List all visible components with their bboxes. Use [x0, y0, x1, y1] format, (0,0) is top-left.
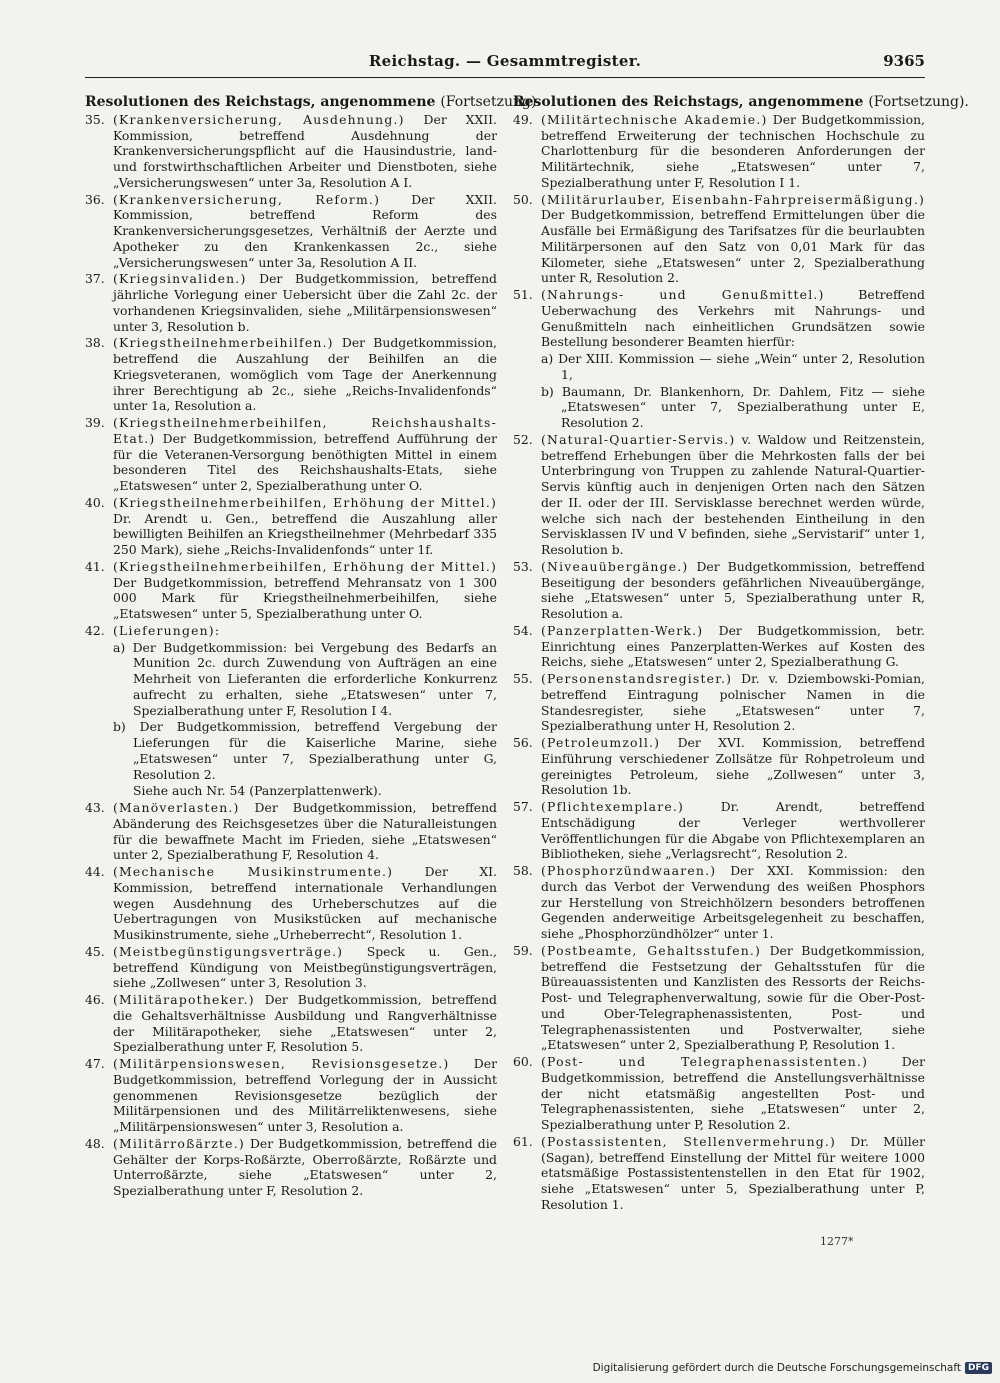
entry-text: Der XVI. Kommission, betreffend Einführung verschiedener Zollsätze für Rohpetroleum und gereinigtes Petroleum, siehe „Zollwesen“ unter 3, Resolution 1b.	[541, 735, 925, 798]
entry-text: Der Budgetkommission, betreffend die Festsetzung der Gehaltsstufen für die Büreauassistenten und Kanzlisten des Ressorts der Reichs-Post- und Telegraphenverwaltung, sowie für die Ober-Post- und Ober-Telegraphenassistenten, Post- und Telegraphenassistenten und Postverwalter, siehe „Etatswesen“ unter 2, Spezialberathung P, Resolution 1.	[541, 942, 925, 1053]
entry-term: (Postbeamte, Gehaltsstufen.)	[541, 942, 762, 958]
entry-number: 35.	[85, 111, 105, 127]
entry-text: Der XI. Kommission, betreffend internationale Verhandlungen wegen Ausdehnung des Urheberschutzes auf die Uebertragungen von Musikstücken auf mechanische Musikinstrumente, siehe „Urheberrecht“, Resolution 1.	[113, 864, 497, 942]
heading-text: Resolutionen des Reichstags, angenommene	[513, 94, 864, 110]
entry-text: Der Budgetkommission, betreffend Mehransatz von 1 300 000 Mark für Kriegstheilnehmerbeihilfen, siehe „Etatswesen“ unter 5, Spezialberathung unter O.	[113, 574, 497, 621]
entry-text: Der Budgetkommission, betreffend die Auszahlung der Beihilfen an die Kriegsveteranen, womöglich vom Tage der Anerkennung ihrer Berechtigung ab 2c., siehe „Reichs-Invalidenfonds“ unter 1a, Resolution a.	[113, 335, 497, 414]
entry-number: 54.	[513, 622, 533, 638]
entry-number: 53.	[513, 558, 533, 574]
entry-term: (Militärroßärzte.)	[113, 1135, 245, 1151]
index-entry	[513, 863, 925, 942]
entry-text: Der Budgetkommission, betreffend Vorlegung der in Aussicht genommenen Revisionsgesetze bezüglich der Militärpensionen und des Militärreliktenwesens, siehe „Militärpensionswesen“ unter 3, Resolution a.	[113, 1056, 497, 1134]
index-entry	[513, 112, 925, 191]
sub-letter: a)	[113, 639, 126, 655]
entry-term: (Militärapotheker.)	[113, 992, 255, 1007]
entry-term: (Kriegstheilnehmerbeihilfen.)	[113, 335, 334, 351]
sub-entry	[85, 640, 497, 719]
index-entry	[513, 943, 925, 1053]
entry-number: 49.	[513, 111, 533, 127]
entry-term: (Kriegstheilnehmerbeihilfen, Erhöhung der Mittel.)	[113, 494, 497, 510]
sub-letter: a)	[541, 351, 554, 366]
entry-text: Der Budgetkommission, betreffend Aufführung der für die Veteranen-Versorgung benöthigten Mittel in einem besonderen Titel des Reichshaushalts-Etats, siehe „Etatswesen“ unter 2, Spezialberathung unter O.	[113, 430, 497, 493]
entry-number: 40.	[85, 494, 105, 510]
index-entry	[85, 271, 497, 334]
column-heading	[85, 94, 541, 111]
index-entry	[513, 287, 925, 350]
entry-term: (Pflichtexemplare.)	[541, 799, 685, 814]
entry-term: (Kriegstheilnehmerbeihilfen, Reichshaushalts-Etat.)	[113, 415, 497, 446]
index-entry	[85, 495, 497, 558]
entry-term: (Kriegsinvaliden.)	[113, 271, 247, 287]
sub-entry	[513, 351, 925, 383]
column-heading	[513, 94, 969, 111]
sub-text: Der XIII. Kommission — siehe „Wein“ unter 2, Resolution 1,	[558, 351, 925, 382]
header-rule	[85, 77, 925, 78]
entry-term: (Personenstandsregister.)	[541, 671, 733, 686]
entry-term: (Militärurlauber, Eisenbahn-Fahrpreisermäßigung.)	[541, 191, 925, 207]
footer-text: Digitalisierung gefördert durch die Deutsche Forschungsgemeinschaft	[592, 1362, 961, 1374]
sub-text: Baumann, Dr. Blankenhorn, Dr. Dahlem, Fitz — siehe „Etatswesen“ unter 7, Spezialberathung unter E, Resolution 2.	[561, 383, 925, 430]
index-entry	[85, 864, 497, 943]
entry-term: (Postassistenten, Stellenvermehrung.)	[541, 1133, 837, 1149]
entry-term: (Militärpensionswesen, Revisionsgesetze.)	[113, 1056, 450, 1071]
entry-text: Der XXII. Kommission, betreffend Reform des Krankenversicherungsgesetzes, Verhältniß der Aerzte und Apotheker zu den Krankenkassen 2c., siehe „Versicherungswesen“ unter 3a, Resolution A II.	[113, 191, 497, 270]
page-header	[85, 52, 925, 76]
entry-term: (Kriegstheilnehmerbeihilfen, Erhöhung der Mittel.)	[113, 558, 497, 574]
entry-number: 55.	[513, 671, 533, 686]
see-also-note: Siehe auch Nr. 54 (Panzerplattenwerk).	[133, 783, 382, 799]
entry-text: Dr. v. Dziembowski-Pomian, betreffend Eintragung polnischer Namen in die Standesregister, siehe „Etatswesen“ unter 7, Spezialberathung unter H, Resolution 2.	[541, 671, 925, 734]
sub-text: Der Budgetkommission, betreffend Vergebung der Lieferungen für die Kaiserliche Marine, siehe „Etatswesen“ unter 7, Spezialberathung unter G, Resolution 2.	[133, 719, 497, 782]
entry-text: Der Budgetkommission, betreffend die Gehälter der Korps-Roßärzte, Oberroßärzte, Roßärzte und Unterroßärzte, siehe „Etatswesen“ unter 2, Spezialberathung unter F, Resolution 2.	[113, 1135, 497, 1198]
entry-text: Der XXII. Kommission, betreffend Ausdehnung der Krankenversicherungspflicht auf die Hausindustrie, land- und forstwirthschaftlichen Arbeiter und Dienstboten, siehe „Versicherungswesen“ unter 3a, Resolution A I.	[113, 111, 497, 190]
entry-text: Der Budgetkommission, betr. Einrichtung eines Panzerplatten-Werkes auf Kosten des Reichs, siehe „Etatswesen“ unter 2, Spezialberathung G.	[541, 622, 925, 670]
index-entry	[85, 559, 497, 622]
entry-text: Der Budgetkommission, betreffend jährliche Vorlegung einer Uebersicht über die Zahl 2c. der vorhandenen Kriegsinvaliden, siehe „Militärpensionswesen“ unter 3, Resolution b.	[113, 271, 497, 334]
entry-term: (Lieferungen):	[113, 622, 221, 638]
entry-text: Der XXI. Kommission: den durch das Verbot der Verwendung des weißen Phosphors zur Herstellung von Streichhölzern besonders betroffenen Gegenden anderweitige Arbeitsgelegenheit zu beschaffen, siehe „Phosphorzündhölzer“ unter 1.	[541, 863, 925, 941]
entry-text: Der Budgetkommission, betreffend Beseitigung der besonders gefährlichen Niveauübergänge, siehe „Etatswesen“ unter 5, Spezialberathung unter R, Resolution a.	[541, 558, 925, 621]
index-entry	[513, 623, 925, 670]
index-entry	[85, 623, 497, 639]
entry-number: 37.	[85, 271, 105, 287]
entry-number: 44.	[85, 864, 105, 879]
entry-number: 46.	[85, 992, 105, 1007]
entry-text: Dr. Müller (Sagan), betreffend Einstellung der Mittel für weitere 1000 etatsmäßige Postassistentenstellen in den Etat für 1902, siehe „Etatswesen“ unter 5, Spezialberathung unter P, Resolution 1.	[541, 1133, 925, 1212]
entry-text: Der Budgetkommission, betreffend Ermittelungen über die Ausfälle bei Ermäßigung des Tarifsatzes für die beurlaubten Militärpersonen auf den Satz von 0,01 Mark für das Kilometer, siehe „Etatswesen“ unter 2, Spezialberathung unter R, Resolution 2.	[541, 207, 925, 286]
index-entry	[85, 112, 497, 191]
right-column	[513, 94, 969, 1214]
index-entry	[85, 992, 497, 1055]
entry-term: (Militärtechnische Akademie.)	[541, 111, 768, 127]
entry-text: Speck u. Gen., betreffend Kündigung von Meistbegünstigungsverträgen, siehe „Zollwesen“ unter 3, Resolution 3.	[113, 943, 497, 991]
index-entry	[513, 1054, 925, 1133]
entry-number: 41.	[85, 558, 105, 574]
entry-number: 57.	[513, 799, 533, 814]
index-entry	[513, 735, 925, 798]
entry-number: 61.	[513, 1133, 533, 1149]
sub-entry	[85, 719, 497, 782]
index-entry	[85, 335, 497, 414]
index-entry	[85, 1136, 497, 1199]
entry-number: 38.	[85, 335, 105, 351]
entry-term: (Post- und Telegraphenassistenten.)	[541, 1054, 869, 1069]
index-entry	[513, 192, 925, 287]
index-entry	[85, 192, 497, 271]
entry-term: (Phosphorzündwaaren.)	[541, 863, 717, 878]
index-entry	[513, 432, 925, 558]
sub-text: Der Budgetkommission: bei Vergebung des Bedarfs an Munition 2c. durch Zuwendung von Aufträgen an eine Mehrheit von Lieferanten die erforderliche Konkurrenz aufrecht zu erhalten, siehe „Etatswesen“ unter 7, Spezialberathung unter F, Resolution I 4.	[132, 639, 497, 718]
entry-term: (Krankenversicherung, Ausdehnung.)	[113, 111, 405, 127]
entry-text: Dr. Arendt u. Gen., betreffend die Auszahlung aller bewilligten Beihilfen an Kriegstheilnehmer (Mehrbedarf 335 250 Mark), siehe „Reichs-Invalidenfonds“ unter 1f.	[113, 510, 497, 557]
index-entry	[513, 1134, 925, 1213]
index-entry	[513, 671, 925, 734]
entry-term: (Meistbegünstigungsverträge.)	[113, 943, 344, 959]
entry-number: 43.	[85, 800, 105, 815]
page-number: 9365	[883, 52, 925, 70]
entry-number: 45.	[85, 943, 105, 959]
index-entry	[85, 1056, 497, 1135]
entry-number: 51.	[513, 287, 533, 302]
entry-term: (Krankenversicherung, Reform.)	[113, 191, 381, 207]
entry-number: 36.	[85, 191, 105, 207]
folio-mark: 1277*	[820, 1235, 854, 1248]
sub-letter: b)	[113, 719, 126, 735]
entry-term: (Manöverlasten.)	[113, 800, 240, 815]
digitization-footer	[593, 1362, 992, 1374]
entry-number: 60.	[513, 1054, 533, 1069]
entry-text: Betreffend Ueberwachung des Verkehrs mit Nahrungs- und Genußmitteln nach einheitlichen Grundsätzen sowie Bestellung besonderer Beamten hierfür:	[541, 287, 925, 350]
index-entry	[513, 559, 925, 622]
index-entry	[85, 800, 497, 863]
entry-text: Der Budgetkommission, betreffend die Anstellungsverhältnisse der nicht etatsmäßig angestellten Post- und Telegraphenassistenten, siehe „Etatswesen“ unter 2, Spezialberathung unter P, Resolution 2.	[541, 1054, 925, 1132]
index-entry	[85, 944, 497, 991]
heading-continuation: (Fortsetzung).	[868, 94, 969, 110]
entry-number: 39.	[85, 415, 105, 430]
entry-term: (Natural-Quartier-Servis.)	[541, 431, 736, 447]
entry-number: 58.	[513, 863, 533, 878]
entry-term: (Panzerplatten-Werk.)	[541, 622, 704, 638]
index-entry	[85, 415, 497, 494]
entry-text: Der Budgetkommission, betreffend Abänderung des Reichsgesetzes über die Naturalleistungen für die bewaffnete Macht im Frieden, siehe „Etatswesen“ unter 2, Spezialberathung F, Resolution 4.	[113, 800, 497, 863]
entry-term: (Mechanische Musikinstrumente.)	[113, 864, 394, 879]
heading-continuation: (Fortsetzung).	[440, 94, 541, 110]
dfg-logo-icon: DFG	[965, 1362, 992, 1374]
sub-letter: b)	[541, 383, 554, 399]
entry-text: Der Budgetkommission, betreffend Erweiterung der technischen Hochschule zu Charlottenburg für die besonderen Anforderungen der Militärtechnik, siehe „Etatswesen“ unter 7, Spezialberathung unter F, Resolution I 1.	[541, 111, 925, 190]
entry-term: (Petroleumzoll.)	[541, 735, 661, 750]
entry-number: 42.	[85, 622, 105, 638]
running-title: Reichstag. — Gesammtregister.	[368, 52, 642, 70]
entry-number: 59.	[513, 942, 533, 958]
entry-term: (Nahrungs- und Genußmittel.)	[541, 287, 825, 302]
entry-number: 48.	[85, 1135, 105, 1151]
entry-number: 52.	[513, 431, 533, 447]
entry-text: Der Budgetkommission, betreffend die Gehaltsverhältnisse Ausbildung und Rangverhältnisse der Militärapotheker, siehe „Etatswesen“ unter 2, Spezialberathung unter F, Resolution 5.	[113, 992, 497, 1055]
sub-entry	[513, 384, 925, 431]
heading-text: Resolutionen des Reichstags, angenommene	[85, 94, 436, 110]
entry-term: (Niveauübergänge.)	[541, 558, 689, 574]
entry-text: Dr. Arendt, betreffend Entschädigung der Verleger werthvollerer Veröffentlichungen für die Abgabe von Pflichtexemplaren an Bibliotheken, siehe „Verlagsrecht“, Resolution 2.	[541, 799, 925, 862]
entry-number: 47.	[85, 1056, 105, 1071]
entry-number: 56.	[513, 735, 533, 750]
index-entry	[513, 799, 925, 862]
entry-number: 50.	[513, 191, 533, 207]
entry-text: v. Waldow und Reitzenstein, betreffend Erhebungen über die Mehrkosten falls der bei Unterbringung von Truppen zu zahlende Natural-Quartier-Servis künftig auch in denjenigen Orten nach den Sätzen der II. oder der III. Servisklasse berechnet werden würde, welche sich nach der bestehenden Eintheilung in den Servisklassen IV und V befinden, siehe „Servistarif“ unter 1, Resolution b.	[541, 431, 925, 557]
